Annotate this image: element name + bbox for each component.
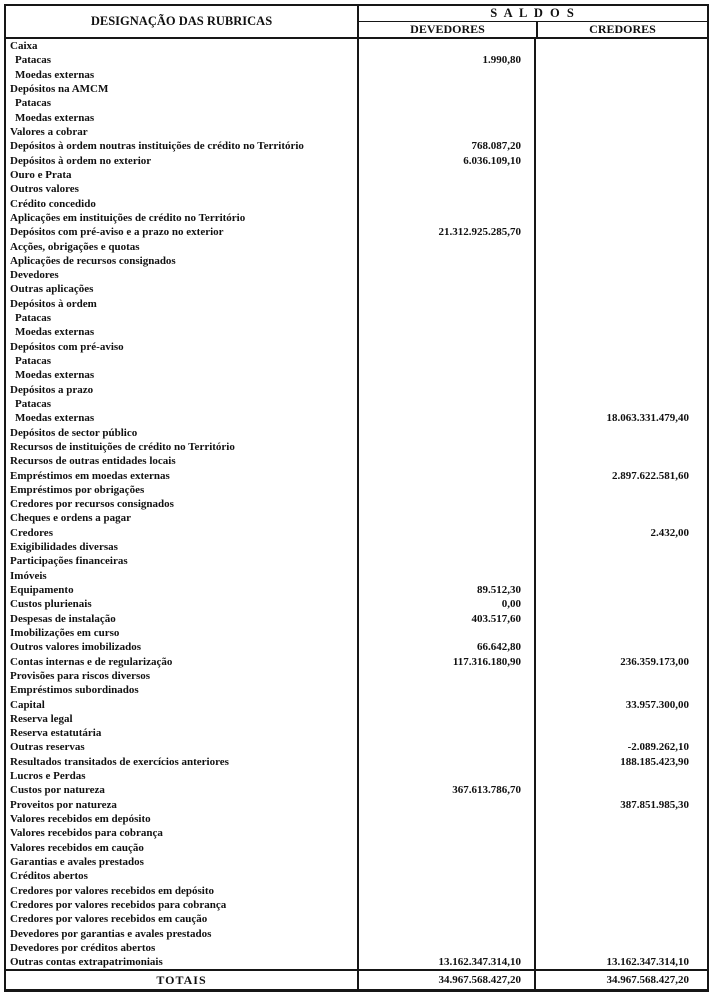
rubric-label: Moedas externas (15, 326, 95, 339)
rubric-label: Patacas (15, 355, 52, 368)
table-row (6, 282, 707, 296)
rubric-label: Lucros e Perdas (10, 770, 86, 783)
devedores-value (357, 168, 534, 182)
credores-value: 18.063.331.479,40 (534, 411, 707, 425)
table-row (6, 583, 707, 597)
rubric-label: Outras reservas (10, 741, 85, 754)
table-row (6, 540, 707, 554)
devedores-value (357, 926, 534, 940)
devedores-value (357, 254, 534, 268)
rubric-label: Valores a cobrar (10, 126, 88, 139)
rubric-label: Empréstimos subordinados (10, 684, 139, 697)
rubric-label: Participações financeiras (10, 555, 128, 568)
rubric-label: Acções, obrigações e quotas (10, 240, 140, 253)
credores-value: 236.359.173,00 (534, 654, 707, 668)
devedores-value (357, 125, 534, 139)
credores-value (534, 826, 707, 840)
table-row (6, 354, 707, 368)
rubric-label: Crédito concedido (10, 197, 96, 210)
table-row (6, 425, 707, 439)
table-row (6, 511, 707, 525)
devedores-value (357, 354, 534, 368)
table-row (6, 926, 707, 940)
table-row (6, 154, 707, 168)
credores-value (534, 712, 707, 726)
table-row (6, 139, 707, 153)
table-row (6, 955, 707, 969)
devedores-value (357, 82, 534, 96)
rubric-label: Depósitos com pré-aviso e a prazo no exterior (10, 226, 224, 239)
credores-value (534, 941, 707, 955)
rubric-label: Ouro e Prata (10, 168, 72, 181)
devedores-value: 21.312.925.285,70 (357, 225, 534, 239)
table-row (6, 812, 707, 826)
credores-value (534, 440, 707, 454)
credores-value (534, 597, 707, 611)
table-row (6, 111, 707, 125)
credores-value (534, 554, 707, 568)
credores-value (534, 425, 707, 439)
totals-credores-value: 34.967.568.427,20 (534, 971, 707, 989)
credores-value (534, 125, 707, 139)
devedores-value (357, 798, 534, 812)
table-body (6, 39, 707, 969)
table-row (6, 468, 707, 482)
devedores-value (357, 554, 534, 568)
credores-value (534, 282, 707, 296)
devedores-value (357, 454, 534, 468)
table-row (6, 454, 707, 468)
table-row (6, 898, 707, 912)
rubric-label: Credores por valores recebidos em caução (10, 913, 208, 926)
credores-value (534, 196, 707, 210)
table-row (6, 53, 707, 67)
rubric-label: Custos plurienais (10, 598, 92, 611)
table-row (6, 798, 707, 812)
rubric-label: Patacas (15, 397, 52, 410)
table-row (6, 654, 707, 668)
rubric-label: Proveitos por natureza (10, 798, 117, 811)
devedores-value (357, 912, 534, 926)
rubric-label: Credores (10, 526, 53, 539)
credores-value: 188.185.423,90 (534, 755, 707, 769)
credores-value (534, 311, 707, 325)
table-row (6, 497, 707, 511)
credores-value (534, 626, 707, 640)
credores-value (534, 483, 707, 497)
rubric-label: Patacas (15, 312, 52, 325)
rubric-label: Depósitos de sector público (10, 426, 138, 439)
totals-row (6, 969, 707, 989)
devedores-value (357, 497, 534, 511)
rubric-label: Exigibilidades diversas (10, 541, 118, 554)
devedores-value (357, 941, 534, 955)
credores-value (534, 39, 707, 53)
credores-value (534, 898, 707, 912)
devedores-value (357, 812, 534, 826)
credores-value: 2.432,00 (534, 526, 707, 540)
table-row (6, 68, 707, 82)
rubric-label: Credores por recursos consignados (10, 498, 174, 511)
totals-label: TOTAIS (156, 972, 207, 987)
table-row (6, 340, 707, 354)
table-row (6, 869, 707, 883)
credores-value (534, 497, 707, 511)
rubric-label: Reserva legal (10, 712, 73, 725)
credores-value (534, 354, 707, 368)
table-row (6, 941, 707, 955)
rubric-label: Valores recebidos em caução (10, 841, 144, 854)
table-row (6, 783, 707, 797)
devedores-value (357, 755, 534, 769)
devedores-value (357, 325, 534, 339)
rubric-label: Empréstimos em moedas externas (10, 469, 170, 482)
devedores-value (357, 726, 534, 740)
credores-value (534, 511, 707, 525)
devedores-value (357, 669, 534, 683)
credores-value (534, 139, 707, 153)
rubric-label: Equipamento (10, 584, 74, 597)
devedores-value (357, 311, 534, 325)
credores-value (534, 268, 707, 282)
rubric-label: Patacas (15, 97, 52, 110)
devedores-value (357, 96, 534, 110)
devedores-value (357, 769, 534, 783)
table-row (6, 82, 707, 96)
table-row (6, 612, 707, 626)
table-row (6, 440, 707, 454)
rubric-label: Imobilizações em curso (10, 626, 120, 639)
table-row (6, 325, 707, 339)
rubric-label: Depósitos à ordem noutras instituições de crédito no Território (10, 140, 304, 153)
rubric-label: Provisões para riscos diversos (10, 669, 151, 682)
rubric-label: Credores por valores recebidos em depósito (10, 884, 214, 897)
table-row (6, 712, 707, 726)
devedores-value: 6.036.109,10 (357, 154, 534, 168)
rubric-label: Caixa (10, 40, 38, 53)
devedores-value (357, 383, 534, 397)
table-row (6, 841, 707, 855)
table-row (6, 297, 707, 311)
rubric-label: Outros valores imobilizados (10, 641, 141, 654)
devedores-value (357, 297, 534, 311)
table-row (6, 383, 707, 397)
devedores-value (357, 569, 534, 583)
devedores-value (357, 111, 534, 125)
devedores-value (357, 855, 534, 869)
table-row (6, 196, 707, 210)
rubric-label: Empréstimos por obrigações (10, 483, 145, 496)
rubric-label: Devedores por créditos abertos (10, 941, 156, 954)
devedores-value: 1.990,80 (357, 53, 534, 67)
table-row (6, 554, 707, 568)
rubric-label: Outros valores (10, 183, 79, 196)
devedores-value (357, 683, 534, 697)
table-row (6, 168, 707, 182)
credores-value (534, 182, 707, 196)
table-row (6, 39, 707, 53)
table-row (6, 755, 707, 769)
credores-value (534, 254, 707, 268)
credores-value: 33.957.300,00 (534, 697, 707, 711)
rubric-label: Valores recebidos para cobrança (10, 827, 163, 840)
table-row (6, 368, 707, 382)
devedores-value: 768.087,20 (357, 139, 534, 153)
devedores-value (357, 411, 534, 425)
devedores-value (357, 39, 534, 53)
devedores-value (357, 211, 534, 225)
rubric-label: Reserva estatutária (10, 727, 102, 740)
rubric-label: Outras aplicações (10, 283, 94, 296)
credores-value (534, 769, 707, 783)
credores-value (534, 683, 707, 697)
credores-value (534, 96, 707, 110)
credores-value (534, 397, 707, 411)
credores-value (534, 53, 707, 67)
devedores-value (357, 869, 534, 883)
rubric-label: Custos por natureza (10, 784, 105, 797)
credores-value (534, 883, 707, 897)
rubric-label: Aplicações de recursos consignados (10, 254, 176, 267)
totals-devedores-value: 34.967.568.427,20 (357, 971, 534, 989)
credores-value (534, 640, 707, 654)
table-row (6, 254, 707, 268)
balance-table (4, 4, 709, 992)
credores-value (534, 583, 707, 597)
table-header (6, 6, 707, 39)
rubric-label: Depósitos com pré-aviso (10, 340, 124, 353)
rubric-label: Garantias e avales prestados (10, 855, 144, 868)
devedores-value (357, 740, 534, 754)
devedores-value (357, 712, 534, 726)
credores-value (534, 383, 707, 397)
table-row (6, 826, 707, 840)
credores-value (534, 239, 707, 253)
devedores-value (357, 883, 534, 897)
devedores-value (357, 340, 534, 354)
devedores-value (357, 425, 534, 439)
table-row (6, 855, 707, 869)
saldos-header-group (357, 6, 707, 37)
table-row (6, 225, 707, 239)
credores-value (534, 297, 707, 311)
rubric-label: Depósitos à ordem no exterior (10, 154, 152, 167)
credores-value (534, 211, 707, 225)
devedores-value (357, 468, 534, 482)
group-header-saldos: S A L D O S (359, 6, 707, 22)
rubric-label: Moedas externas (15, 412, 95, 425)
credores-value (534, 154, 707, 168)
credores-value (534, 841, 707, 855)
rubric-label: Devedores por garantias e avales prestados (10, 927, 212, 940)
table-row (6, 683, 707, 697)
devedores-value (357, 826, 534, 840)
rubric-label: Valores recebidos em depósito (10, 813, 151, 826)
rubric-label: Despesas de instalação (10, 612, 116, 625)
table-row (6, 697, 707, 711)
devedores-value: 66.642,80 (357, 640, 534, 654)
table-row (6, 669, 707, 683)
credores-value (534, 569, 707, 583)
table-row (6, 883, 707, 897)
rubric-label: Resultados transitados de exercícios anteriores (10, 755, 229, 768)
credores-value (534, 855, 707, 869)
table-row (6, 769, 707, 783)
table-row (6, 411, 707, 425)
devedores-value (357, 397, 534, 411)
credores-value: -2.089.262,10 (534, 740, 707, 754)
credores-value (534, 912, 707, 926)
credores-value (534, 368, 707, 382)
devedores-value: 117.316.180,90 (357, 654, 534, 668)
table-row (6, 125, 707, 139)
table-row (6, 526, 707, 540)
rubric-label: Aplicações em instituições de crédito no Território (10, 211, 246, 224)
credores-value: 387.851.985,30 (534, 798, 707, 812)
rubric-label: Credores por valores recebidos para cobrança (10, 898, 227, 911)
devedores-value (357, 511, 534, 525)
table-row (6, 239, 707, 253)
table-row (6, 597, 707, 611)
table-row (6, 96, 707, 110)
credores-value (534, 68, 707, 82)
credores-value (534, 540, 707, 554)
devedores-value (357, 526, 534, 540)
rubric-label: Devedores (10, 269, 59, 282)
devedores-value: 89.512,30 (357, 583, 534, 597)
devedores-value (357, 182, 534, 196)
rubric-label: Outras contas extrapatrimoniais (10, 956, 163, 969)
devedores-value (357, 483, 534, 497)
rubric-label: Moedas externas (15, 111, 95, 124)
credores-value (534, 612, 707, 626)
credores-value (534, 454, 707, 468)
rubric-label: Cheques e ordens a pagar (10, 512, 132, 525)
rubric-label: Imóveis (10, 569, 47, 582)
credores-value: 2.897.622.581,60 (534, 468, 707, 482)
credores-value (534, 168, 707, 182)
rubric-label: Moedas externas (15, 68, 95, 81)
devedores-value: 367.613.786,70 (357, 783, 534, 797)
table-row (6, 912, 707, 926)
credores-value (534, 869, 707, 883)
table-row (6, 740, 707, 754)
table-row (6, 211, 707, 225)
table-row (6, 626, 707, 640)
devedores-value (357, 440, 534, 454)
credores-value: 13.162.347.314,10 (534, 955, 707, 969)
column-header-devedores: DEVEDORES (410, 22, 485, 36)
rubric-label: Recursos de instituições de crédito no Território (10, 440, 235, 453)
table-row (6, 640, 707, 654)
devedores-value (357, 282, 534, 296)
credores-value (534, 783, 707, 797)
credores-value (534, 325, 707, 339)
rubric-label: Capital (10, 698, 45, 711)
credores-value (534, 726, 707, 740)
table-row (6, 268, 707, 282)
rubric-label: Créditos abertos (10, 870, 88, 883)
devedores-value (357, 196, 534, 210)
table-row (6, 182, 707, 196)
devedores-value (357, 898, 534, 912)
subheader-row (359, 22, 707, 37)
rubric-label: Contas internas e de regularização (10, 655, 173, 668)
table-row (6, 311, 707, 325)
table-row (6, 483, 707, 497)
rubric-label: Patacas (15, 54, 52, 67)
table-row (6, 397, 707, 411)
column-header-designacao: DESIGNAÇÃO DAS RUBRICAS (90, 14, 273, 28)
credores-value (534, 812, 707, 826)
credores-value (534, 926, 707, 940)
devedores-value (357, 540, 534, 554)
devedores-value: 0,00 (357, 597, 534, 611)
rubric-label: Moedas externas (15, 369, 95, 382)
devedores-value (357, 368, 534, 382)
devedores-value (357, 68, 534, 82)
devedores-value (357, 239, 534, 253)
credores-value (534, 340, 707, 354)
table-row (6, 569, 707, 583)
rubric-label: Depósitos a prazo (10, 383, 94, 396)
devedores-value: 13.162.347.314,10 (357, 955, 534, 969)
devedores-value (357, 626, 534, 640)
rubric-label: Depósitos na AMCM (10, 83, 109, 96)
table-row (6, 726, 707, 740)
devedores-value (357, 841, 534, 855)
rubric-label: Recursos de outras entidades locais (10, 455, 176, 468)
credores-value (534, 225, 707, 239)
credores-value (534, 669, 707, 683)
column-header-credores: CREDORES (536, 22, 707, 37)
devedores-value (357, 697, 534, 711)
credores-value (534, 111, 707, 125)
credores-value (534, 82, 707, 96)
devedores-value: 403.517,60 (357, 612, 534, 626)
devedores-value (357, 268, 534, 282)
rubric-label: Depósitos à ordem (10, 297, 97, 310)
